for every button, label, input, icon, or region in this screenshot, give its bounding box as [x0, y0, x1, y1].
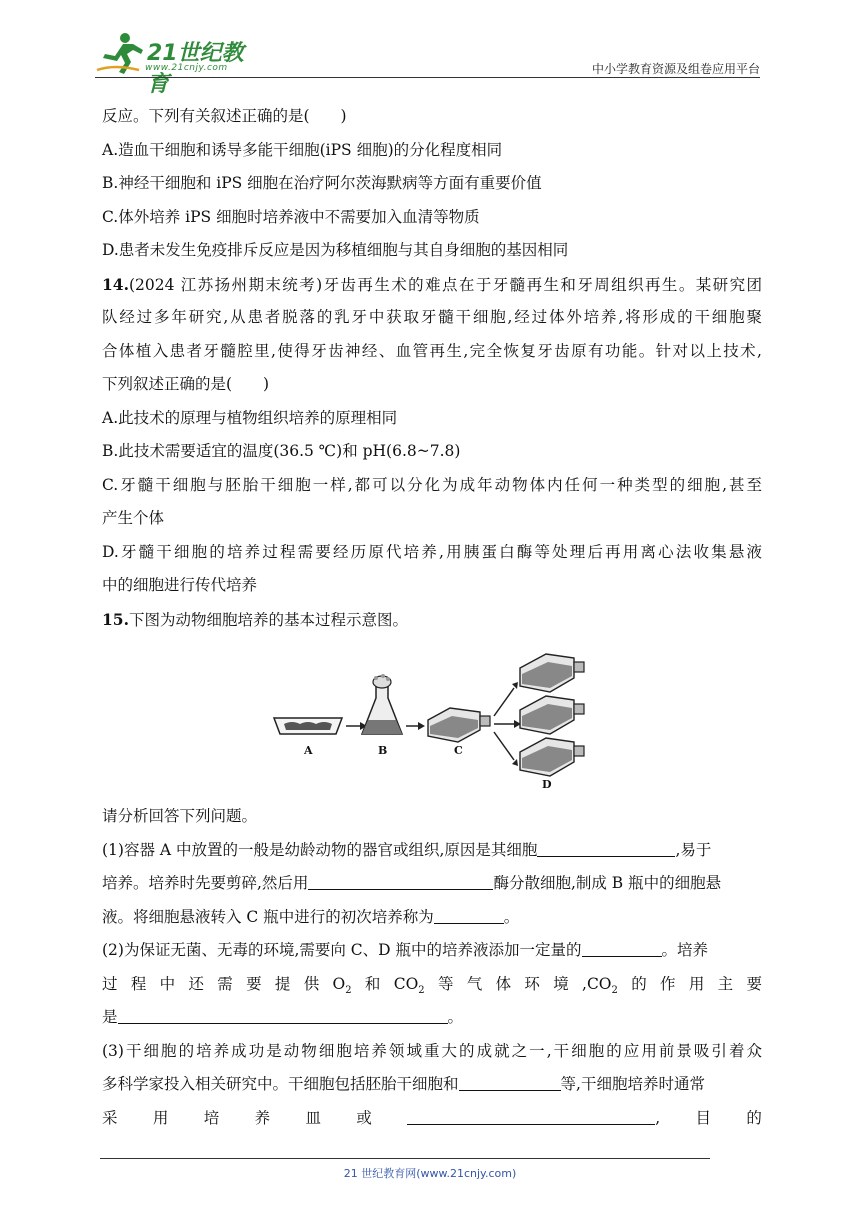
- q15-p3-line-1: (3)干细胞的培养成功是动物细胞培养领域重大的成就之一,干细胞的应用前景吸引着众: [102, 1041, 762, 1060]
- page-footer: 21 世纪教育网(www.21cnjy.com): [343, 1167, 517, 1180]
- q15-p1-line-3: 液。将细胞悬液转入 C 瓶中进行的初次培养称为 。: [102, 907, 520, 926]
- answer-blank-3[interactable]: [434, 907, 504, 924]
- header-platform-name: 中小学教育资源及组卷应用平台: [591, 62, 760, 76]
- answer-blank-7[interactable]: [407, 1108, 655, 1125]
- q14-option-d: D.牙髓干细胞的培养过程需要经历原代培养,用胰蛋白酶等处理后再用离心法收集悬液: [102, 542, 762, 561]
- site-logo: [95, 30, 265, 97]
- q13-option-b: B.神经干细胞和 iPS 细胞在治疗阿尔茨海默病等方面有重要价值: [102, 174, 542, 192]
- cell-culture-diagram: [270, 650, 600, 795]
- logo-text: 21世纪教育: [147, 41, 244, 97]
- q15-p3-line-3: 采 用 培 养 皿 或 , 目 的: [102, 1108, 762, 1127]
- flask-d-middle-icon: [520, 696, 584, 734]
- q15-number: 15.: [102, 609, 129, 629]
- q14-option-c-cont: 产生个体: [102, 509, 165, 527]
- question-content: [102, 100, 762, 636]
- q14-stem-line-2: 队经过多年研究,从患者脱落的乳牙中获取牙髓干细胞,经过体外培养,将形成的干细胞聚: [102, 308, 762, 326]
- q13-stem-tail: 反应。下列有关叙述正确的是( ): [102, 107, 347, 125]
- q14-option-b: B.此技术需要适宜的温度(36.5 ℃)和 pH(6.8~7.8): [102, 442, 461, 460]
- q14-number: 14.: [102, 274, 129, 294]
- figure-label-d: D: [542, 778, 552, 791]
- flask-d-top-icon: [520, 654, 584, 692]
- q14-option-a: A.此技术的原理与植物组织培养的原理相同: [102, 408, 398, 427]
- arrows-c-d-icon: [494, 682, 521, 766]
- q15-prompt: 请分析回答下列问题。: [102, 807, 258, 825]
- q14-option-c: C.牙髓干细胞与胚胎干细胞一样,都可以分化为成年动物体内任何一种类型的细胞,甚至: [102, 475, 762, 494]
- q15-p2-line-1: (2)为保证无菌、无毒的环境,需要向 C、D 瓶中的培养液添加一定量的 。培养: [102, 941, 709, 959]
- figure-label-c: C: [454, 744, 463, 757]
- flask-d-bottom-icon: [520, 738, 584, 776]
- q14-stem-line-4: 下列叙述正确的是( ): [102, 375, 270, 393]
- answer-blank-6[interactable]: [459, 1074, 561, 1091]
- answer-blank-5[interactable]: [118, 1007, 448, 1024]
- cell-culture-process-figure: [270, 650, 600, 795]
- q14-stem-line-3: 合体植入患者牙髓腔里,使得牙齿神经、血管再生,完全恢复牙齿原有功能。针对以上技术,: [102, 341, 762, 360]
- arrow-b-c-icon: [406, 722, 425, 730]
- runner-logo-icon: [95, 30, 145, 76]
- q14-stem-line-1: 14.(2024 江苏扬州期末统考)牙齿再生术的难点在于牙髓再生和牙周组织再生。某研究团: [102, 274, 762, 294]
- q13-option-d: D.患者未发生免疫排斥反应是因为移植细胞与其自身细胞的基因相同: [102, 241, 569, 259]
- q15-p2-line-3: 是 。: [102, 1008, 464, 1026]
- page-header: [95, 30, 760, 97]
- logo-url: www.21cnjy.com: [145, 63, 228, 73]
- flask-c-icon: [428, 708, 490, 742]
- answer-blank-2[interactable]: [308, 873, 493, 890]
- answer-blank-1[interactable]: [537, 840, 675, 857]
- q15-p1-line-2: 培养。培养时先要剪碎,然后用 酶分散细胞,制成 B 瓶中的细胞悬: [102, 874, 722, 892]
- footer-divider: [100, 1158, 710, 1159]
- q15-p1-line-1: (1)容器 A 中放置的一般是幼龄动物的器官或组织,原因是其细胞 ,易于: [102, 840, 712, 859]
- dish-a-icon: [274, 718, 342, 734]
- answer-blank-4[interactable]: [582, 940, 662, 957]
- q13-option-c: C.体外培养 iPS 细胞时培养液中不需要加入血清等物质: [102, 207, 480, 226]
- q15-p2-line-2: 过 程 中 还 需 要 提 供 $O_2$ 和 $CO_2$ 等 气 体 环 境 $,CO_2$ 的 作 用 主 要: [102, 974, 762, 996]
- q15-stem: 15.下图为动物细胞培养的基本过程示意图。: [102, 609, 408, 629]
- figure-label-a: A: [304, 744, 313, 757]
- header-divider: [95, 77, 760, 78]
- q15-p3-line-2: 多科学家投入相关研究中。干细胞包括胚胎干细胞和 等,干细胞培养时通常: [102, 1075, 705, 1093]
- q13-option-a: A.造血干细胞和诱导多能干细胞(iPS 细胞)的分化程度相同: [102, 140, 503, 159]
- q14-option-d-cont: 中的细胞进行传代培养: [102, 576, 258, 594]
- flask-b-icon: [362, 674, 402, 734]
- q15-questions: [102, 800, 762, 1135]
- figure-label-b: B: [378, 744, 388, 757]
